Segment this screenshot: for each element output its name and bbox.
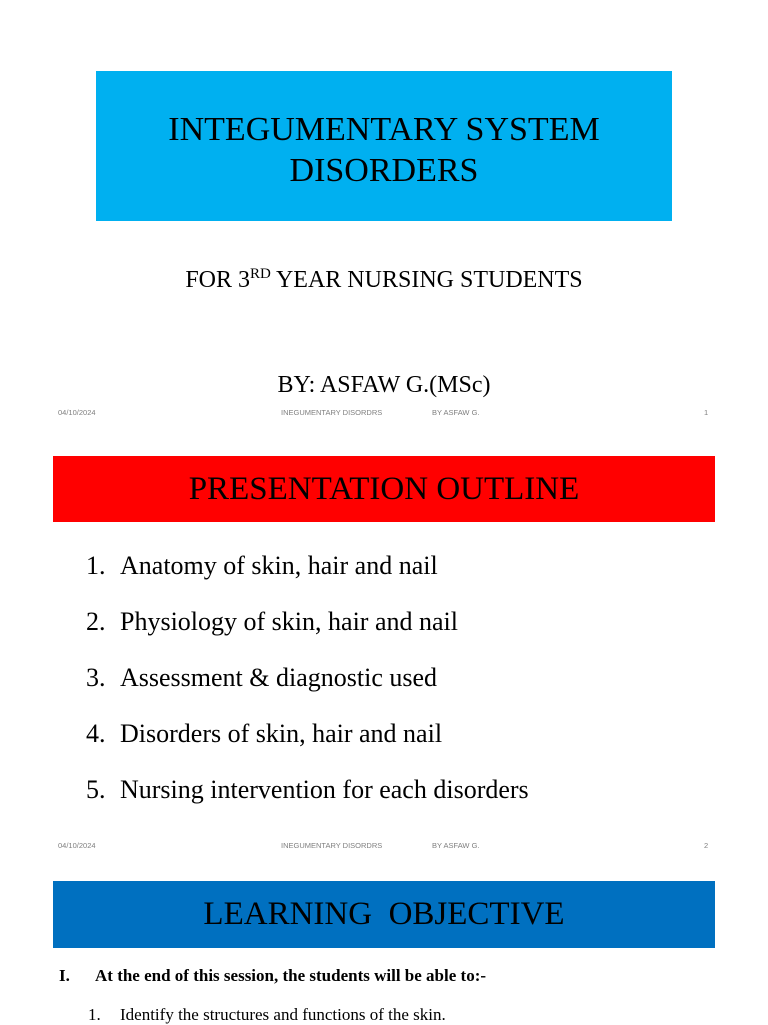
item-number: 5. [86,775,106,804]
list-item [86,551,529,607]
footer-topic: INEGUMENTARY DISORDRS [281,841,383,850]
item-text: Nursing intervention for each disorders [120,775,529,804]
slide-3-title: LEARNING OBJECTIVE [203,896,565,932]
slide-3 [0,866,768,1024]
slide-1 [0,0,768,428]
list-item [86,719,529,775]
title-line-1: INTEGUMENTARY SYSTEM [168,111,600,148]
slide-2-title: PRESENTATION OUTLINE [188,470,580,507]
item-text: Anatomy of skin, hair and nail [120,551,438,580]
slide-1-subtitle [0,266,768,294]
slide-3-title-box [53,881,715,948]
item-number: 3. [86,663,106,692]
item-text: Assessment & diagnostic used [120,663,438,692]
item-number: 1. [86,551,106,580]
footer-date: 04/10/2024 [58,408,96,417]
objective-intro: At the end of this session, the students will be able to:- [95,966,487,985]
subtitle-pre: FOR 3 [185,267,251,293]
item-text: Physiology of skin, hair and nail [120,607,458,636]
objective-item-text: Identify the structures and functions of the skin. [120,1005,446,1024]
item-number: 2. [86,607,106,636]
title-line-2: DISORDERS [289,152,479,189]
subtitle-sup: RD [250,266,271,282]
footer-page-number: 1 [704,408,709,417]
slide-1-title [168,101,599,191]
objective-roman-numeral: I. [59,966,70,985]
slide-1-title-box [96,71,672,221]
list-item [86,663,529,719]
list-item [86,607,529,663]
outline-list [86,551,529,831]
slide-2-title-box [53,456,715,522]
item-text: Disorders of skin, hair and nail [120,719,443,748]
footer-author: BY ASFAW G. [432,841,480,850]
item-number: 4. [86,719,106,748]
footer-topic: INEGUMENTARY DISORDRS [281,408,383,417]
subtitle-post: YEAR NURSING STUDENTS [270,267,583,293]
objective-item-number: 1. [88,1005,101,1024]
footer-date: 04/10/2024 [58,841,96,850]
footer-author: BY ASFAW G. [432,408,480,417]
list-item [86,775,529,831]
footer-page-number: 2 [704,841,709,850]
slide-1-author: BY: ASFAW G.(MSc) [277,372,491,398]
